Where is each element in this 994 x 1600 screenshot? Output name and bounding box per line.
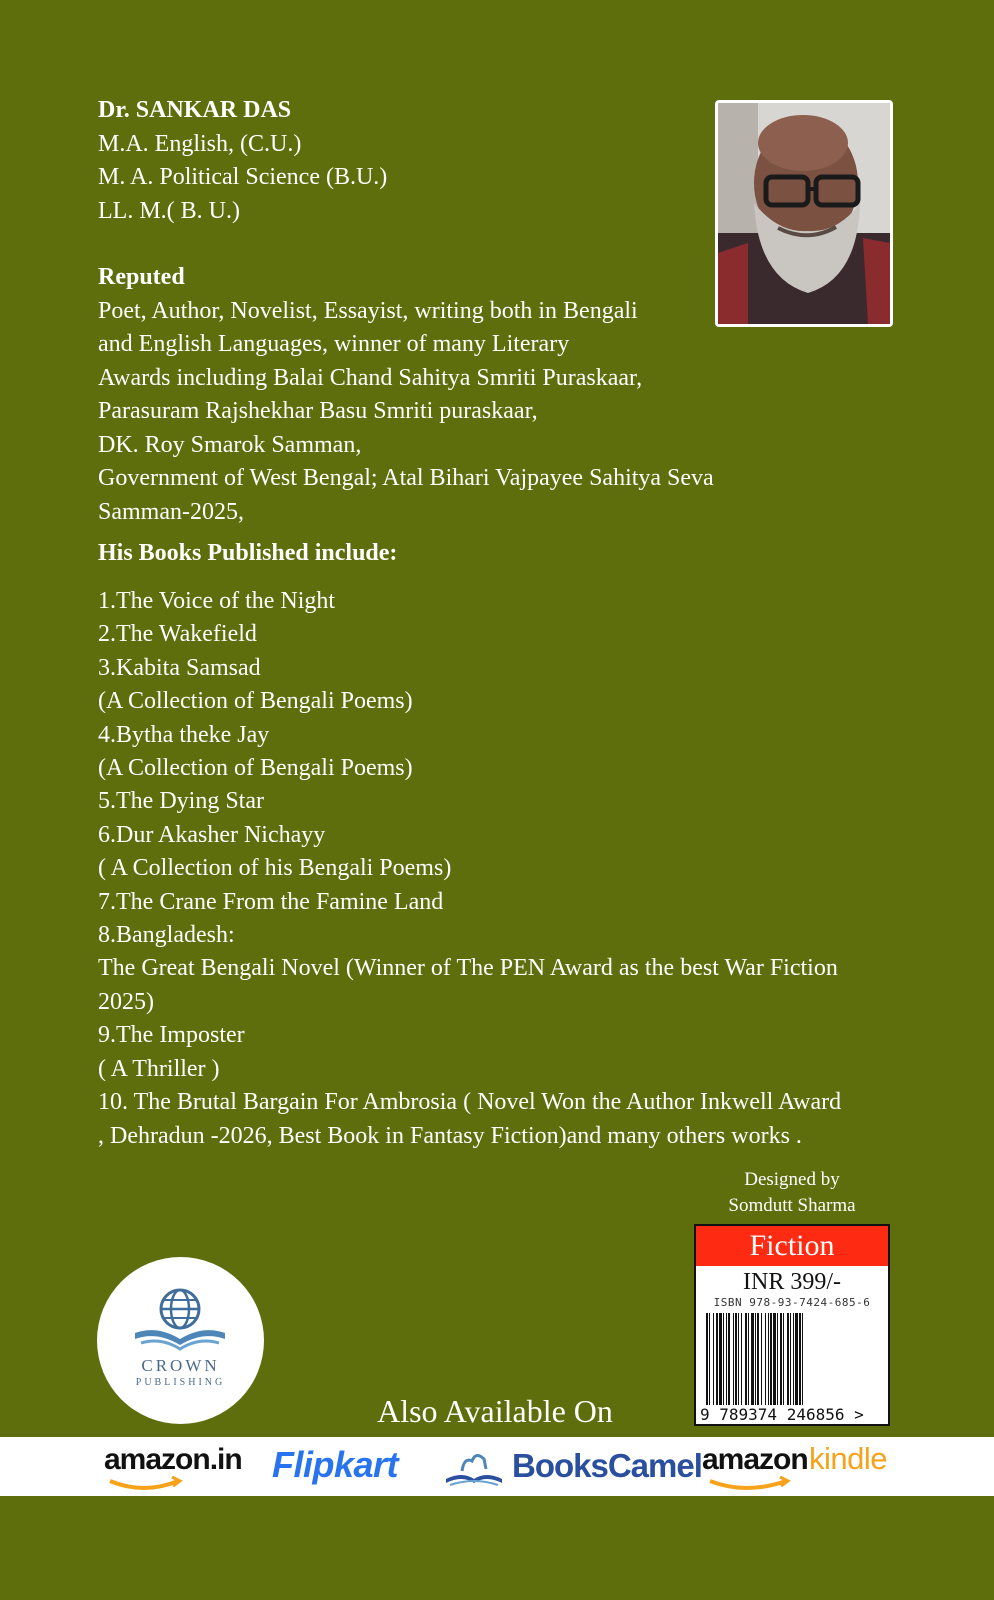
book-line: 10. The Brutal Bargain For Ambrosia ( Novel Won the Author Inkwell Award bbox=[98, 1089, 842, 1116]
book-line: 1.The Voice of the Night bbox=[98, 588, 336, 614]
publisher-name: CROWN bbox=[141, 1356, 220, 1375]
amazon-in-logo: amazon.in bbox=[104, 1443, 242, 1476]
flipkart-logo: Flipkart bbox=[272, 1444, 399, 1485]
store-flipkart[interactable] bbox=[272, 1437, 412, 1496]
designer-credit bbox=[700, 1167, 884, 1219]
author-degree: M. A. Political Science (B.U.) bbox=[98, 164, 388, 190]
designer-name: Somdutt Sharma bbox=[728, 1195, 856, 1216]
author-name: Dr. SANKAR DAS bbox=[98, 97, 292, 123]
store-strip bbox=[0, 1437, 994, 1496]
price-label: INR 399/- bbox=[743, 1269, 841, 1295]
barcode-icon bbox=[702, 1311, 882, 1405]
bio-line: and English Languages, winner of many Literary bbox=[98, 331, 570, 357]
amazon-smile-icon bbox=[702, 1437, 812, 1496]
store-amazon-in[interactable] bbox=[104, 1437, 244, 1496]
store-amazon-kindle[interactable] bbox=[702, 1437, 902, 1496]
book-line: (A Collection of Bengali Poems) bbox=[98, 688, 413, 715]
author-credentials bbox=[98, 94, 698, 228]
book-line: 2.The Wakefield bbox=[98, 621, 257, 648]
bio-line: Samman-2025, bbox=[98, 498, 244, 525]
bio-line: Poet, Author, Novelist, Essayist, writing both in Bengali bbox=[98, 297, 638, 324]
book-line: 5.The Dying Star bbox=[98, 788, 264, 815]
author-degree: M.A. English, (C.U.) bbox=[98, 130, 302, 157]
store-bookscamel[interactable] bbox=[440, 1437, 702, 1496]
book-line: ( A Collection of his Bengali Poems) bbox=[98, 855, 452, 882]
book-line: 3.Kabita Samsad bbox=[98, 654, 261, 681]
bio-line: Awards including Balai Chand Sahitya Smriti Puraskaar, bbox=[98, 364, 643, 391]
bio-heading: Reputed bbox=[98, 264, 185, 290]
author-bio bbox=[98, 261, 818, 529]
book-line: 9.The Imposter bbox=[98, 1022, 245, 1049]
book-line: (A Collection of Bengali Poems) bbox=[98, 755, 413, 782]
bookscamel-logo: BooksCamel bbox=[512, 1447, 702, 1484]
book-line: 7.The Crane From the Famine Land bbox=[98, 888, 444, 915]
publisher-logo bbox=[97, 1257, 264, 1424]
designer-label: Designed by bbox=[744, 1169, 840, 1190]
amazon-smile-icon bbox=[104, 1437, 224, 1496]
isbn-label: ISBN 978-93-7424-685-6 bbox=[713, 1296, 871, 1309]
book-line: 8.Bangladesh: bbox=[98, 922, 235, 949]
book-line: 4.Bytha theke Jay bbox=[98, 721, 270, 748]
book-line: The Great Bengali Novel (Winner of The PEN Award as the best War Fiction bbox=[98, 955, 838, 982]
availability-heading: Also Available On bbox=[377, 1393, 613, 1429]
author-degree: LL. M.( B. U.) bbox=[98, 197, 240, 224]
camel-book-icon bbox=[440, 1437, 510, 1496]
bio-line: Parasuram Rajshekhar Basu Smriti puraskaar, bbox=[98, 398, 538, 424]
book-line: 2025) bbox=[98, 988, 154, 1015]
bio-line: Government of West Bengal; Atal Bihari Vajpayee Sahitya Seva bbox=[98, 465, 714, 491]
barcode-digits: 9 789374 246856 > bbox=[700, 1405, 864, 1424]
book-line: , Dehradun -2026, Best Book in Fantasy Fiction)and many others works . bbox=[98, 1122, 802, 1149]
books-list bbox=[98, 585, 898, 1153]
book-line: ( A Thriller ) bbox=[98, 1055, 220, 1082]
barcode-panel bbox=[694, 1224, 890, 1426]
kindle-text: kindle bbox=[809, 1441, 887, 1476]
books-heading: His Books Published include: bbox=[98, 540, 398, 566]
book-line: 6.Dur Akasher Nichayy bbox=[98, 821, 326, 848]
genre-label: Fiction bbox=[696, 1226, 888, 1266]
kindle-amazon-text: amazon bbox=[702, 1443, 808, 1476]
globe-book-icon bbox=[97, 1257, 264, 1424]
publisher-sub: PUBLISHING bbox=[135, 1377, 226, 1388]
bio-line: DK. Roy Smarok Samman, bbox=[98, 431, 362, 458]
